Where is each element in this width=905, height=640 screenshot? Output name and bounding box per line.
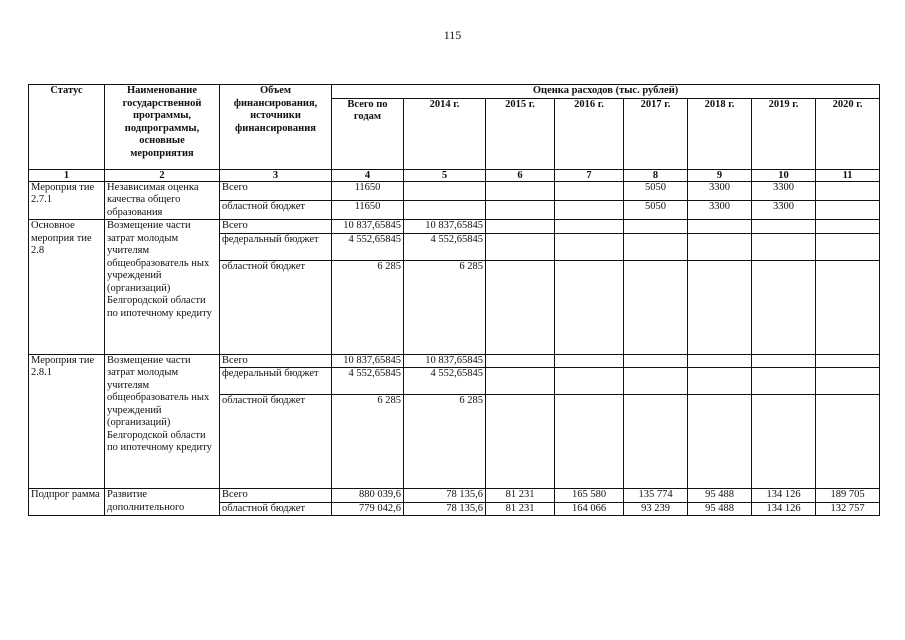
col-header-year: 2019 г. [752, 98, 816, 169]
year-value-cell [624, 233, 688, 260]
total-cell: 6 285 [332, 395, 404, 489]
status-cell: Мероприя тие 2.7.1 [29, 181, 105, 220]
total-cell: 10 837,65845 [332, 220, 404, 234]
year-value-cell [486, 368, 555, 395]
year-value-cell: 135 774 [624, 489, 688, 503]
year-value-cell [816, 354, 880, 368]
year-value-cell [752, 260, 816, 354]
year-value-cell [816, 200, 880, 219]
year-value-cell: 3300 [688, 181, 752, 200]
year-value-cell [752, 368, 816, 395]
year-value-cell [486, 354, 555, 368]
year-value-cell: 3300 [752, 181, 816, 200]
source-cell: Всего [220, 489, 332, 503]
year-value-cell [624, 395, 688, 489]
column-number: 4 [332, 169, 404, 181]
year-value-cell [816, 220, 880, 234]
col-header-name: Наименование государственной программы, подпрограммы, основные мероприятия [105, 85, 220, 170]
status-cell: Основное мероприя тие 2.8 [29, 220, 105, 355]
year-value-cell [688, 368, 752, 395]
year-value-cell: 10 837,65845 [404, 354, 486, 368]
col-header-year: 2014 г. [404, 98, 486, 169]
col-header-year: 2017 г. [624, 98, 688, 169]
source-cell: федеральный бюджет [220, 368, 332, 395]
year-value-cell [555, 260, 624, 354]
col-header-total: Всего по годам [332, 98, 404, 169]
column-number: 9 [688, 169, 752, 181]
budget-table [28, 84, 880, 516]
col-header-year: 2015 г. [486, 98, 555, 169]
source-cell: Всего [220, 181, 332, 200]
year-value-cell: 6 285 [404, 395, 486, 489]
year-value-cell: 5050 [624, 200, 688, 219]
name-cell: Независимая оценка качества общего образования [105, 181, 220, 220]
year-value-cell [816, 260, 880, 354]
column-number: 2 [105, 169, 220, 181]
total-cell: 11650 [332, 200, 404, 219]
year-value-cell: 134 126 [752, 502, 816, 516]
source-cell: областной бюджет [220, 395, 332, 489]
year-value-cell [486, 181, 555, 200]
year-value-cell: 78 135,6 [404, 489, 486, 503]
total-cell: 779 042,6 [332, 502, 404, 516]
table-row [29, 181, 880, 200]
year-value-cell [555, 395, 624, 489]
year-value-cell: 3300 [688, 200, 752, 219]
year-value-cell: 95 488 [688, 489, 752, 503]
year-value-cell [555, 233, 624, 260]
column-number: 10 [752, 169, 816, 181]
year-value-cell [555, 368, 624, 395]
source-cell: областной бюджет [220, 200, 332, 219]
year-value-cell: 165 580 [555, 489, 624, 503]
year-value-cell [624, 354, 688, 368]
column-number: 3 [220, 169, 332, 181]
total-cell: 4 552,65845 [332, 368, 404, 395]
year-value-cell [816, 233, 880, 260]
table-row [29, 220, 880, 234]
status-cell: Мероприя тие 2.8.1 [29, 354, 105, 489]
year-value-cell [555, 354, 624, 368]
status-cell: Подпрог рамма [29, 489, 105, 516]
year-value-cell [688, 233, 752, 260]
col-header-year: 2018 г. [688, 98, 752, 169]
source-cell: Всего [220, 354, 332, 368]
year-value-cell [816, 368, 880, 395]
year-value-cell: 4 552,65845 [404, 368, 486, 395]
column-number: 11 [816, 169, 880, 181]
total-cell: 6 285 [332, 260, 404, 354]
col-header-year: 2020 г. [816, 98, 880, 169]
year-value-cell [624, 260, 688, 354]
table-row [29, 489, 880, 503]
year-value-cell [486, 233, 555, 260]
page-number: 115 [443, 28, 462, 42]
year-value-cell [688, 395, 752, 489]
year-value-cell [752, 395, 816, 489]
source-cell: Всего [220, 220, 332, 234]
year-value-cell [404, 200, 486, 219]
column-number: 8 [624, 169, 688, 181]
total-cell: 4 552,65845 [332, 233, 404, 260]
year-value-cell: 93 239 [624, 502, 688, 516]
col-header-status: Статус [29, 85, 105, 170]
year-value-cell: 4 552,65845 [404, 233, 486, 260]
year-value-cell: 81 231 [486, 489, 555, 503]
source-cell: областной бюджет [220, 502, 332, 516]
source-cell: областной бюджет [220, 260, 332, 354]
total-cell: 10 837,65845 [332, 354, 404, 368]
year-value-cell [688, 260, 752, 354]
name-cell: Возмещение части затрат молодым учителям общеобразователь ных учреждений (организаций) Белгородской области по ипотечному кредиту [105, 220, 220, 355]
year-value-cell: 189 705 [816, 489, 880, 503]
year-value-cell [688, 354, 752, 368]
year-value-cell: 81 231 [486, 502, 555, 516]
year-value-cell: 10 837,65845 [404, 220, 486, 234]
column-number: 5 [404, 169, 486, 181]
year-value-cell: 134 126 [752, 489, 816, 503]
year-value-cell [816, 395, 880, 489]
name-cell: Развитие дополнительного [105, 489, 220, 516]
column-number: 6 [486, 169, 555, 181]
year-value-cell [555, 181, 624, 200]
year-value-cell: 78 135,6 [404, 502, 486, 516]
year-value-cell: 6 285 [404, 260, 486, 354]
col-header-year: 2016 г. [555, 98, 624, 169]
column-number: 7 [555, 169, 624, 181]
year-value-cell [752, 220, 816, 234]
year-value-cell [486, 200, 555, 219]
year-value-cell: 5050 [624, 181, 688, 200]
year-value-cell [486, 395, 555, 489]
year-value-cell [404, 181, 486, 200]
year-value-cell [752, 233, 816, 260]
column-number-row [29, 169, 880, 181]
name-cell: Возмещение части затрат молодым учителям общеобразователь ных учреждений (организаций) Белгородской области по ипотечному кредиту [105, 354, 220, 489]
table-row [29, 354, 880, 368]
year-value-cell [486, 260, 555, 354]
table-body [29, 181, 880, 516]
year-value-cell: 164 066 [555, 502, 624, 516]
total-cell: 11650 [332, 181, 404, 200]
year-value-cell [752, 354, 816, 368]
year-value-cell: 95 488 [688, 502, 752, 516]
year-value-cell [816, 181, 880, 200]
year-value-cell [555, 220, 624, 234]
year-value-cell: 132 757 [816, 502, 880, 516]
year-value-cell [486, 220, 555, 234]
col-header-volume: Объем финансирования, источники финансирования [220, 85, 332, 170]
year-value-cell [624, 368, 688, 395]
column-number: 1 [29, 169, 105, 181]
year-value-cell: 3300 [752, 200, 816, 219]
year-value-cell [624, 220, 688, 234]
col-header-estimate: Оценка расходов (тыс. рублей) [332, 85, 880, 99]
source-cell: федеральный бюджет [220, 233, 332, 260]
year-value-cell [555, 200, 624, 219]
year-value-cell [688, 220, 752, 234]
total-cell: 880 039,6 [332, 489, 404, 503]
